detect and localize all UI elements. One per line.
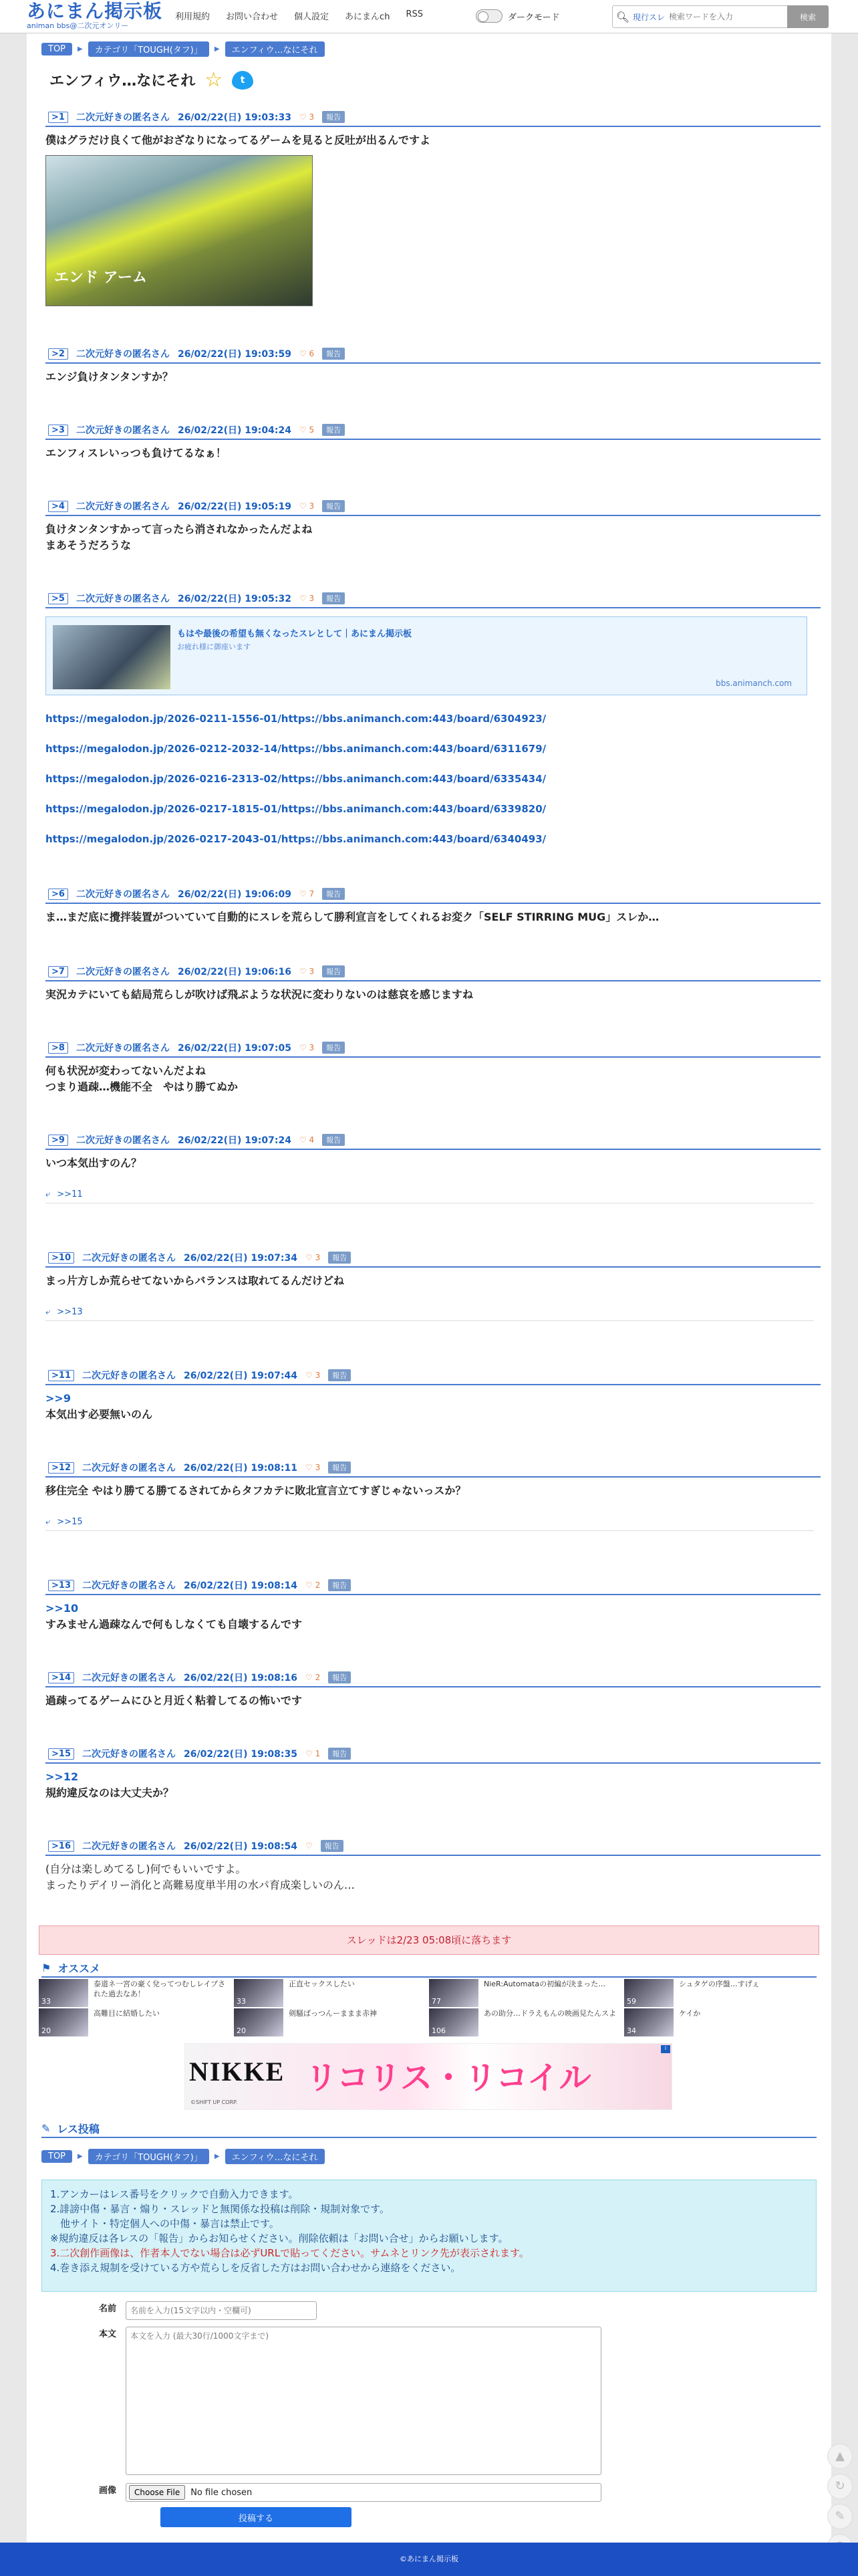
post-header xyxy=(45,421,821,440)
recommend-item-label: シュタゲの序盤…すげぇ xyxy=(679,1980,760,1988)
post-body: いつ本気出すのん？ xyxy=(45,1157,142,1169)
recommend-item-label: 泰道ネ一宮の豪く兌ってつむしレイプされた過去なあ！ xyxy=(94,1980,226,1998)
breadcrumb-thread[interactable]: エンフィウ…なにそれ xyxy=(225,41,325,57)
search-button[interactable]: 検索 xyxy=(787,5,829,28)
post-number[interactable]: >6 xyxy=(48,889,68,900)
search-input[interactable] xyxy=(669,12,769,21)
post-body: まっ片方しか荒らせてないからバランスは取れてるんだけどね xyxy=(45,1274,345,1287)
archive-link[interactable]: https://megalodon.jp/2026-0217-2043-01/https://bbs.animanch.com:443/board/6340493/ xyxy=(45,833,547,845)
post xyxy=(45,1745,821,1801)
post-date: 26/02/22(日) 19:08:11 xyxy=(184,1463,297,1474)
recommend-item[interactable] xyxy=(234,1979,428,2007)
chevron-right-icon: ▶ xyxy=(214,45,220,53)
post-date: 26/02/22(日) 19:07:34 xyxy=(184,1253,297,1264)
post xyxy=(45,885,821,925)
post-header xyxy=(45,590,821,608)
thread-expiry-notice: スレッドは2/23 05:08頃に落ちます xyxy=(39,1925,819,1955)
anchor-link[interactable]: >>9 xyxy=(45,1392,71,1405)
post-number[interactable]: >11 xyxy=(48,1370,74,1381)
post-number[interactable]: >5 xyxy=(48,593,68,604)
archive-link[interactable]: https://megalodon.jp/2026-0217-1815-01/https://bbs.animanch.com:443/board/6339820/ xyxy=(45,803,547,815)
post-author: 二次元好きの匿名さん xyxy=(82,1673,176,1683)
like-heart-icon[interactable]: ♡ 4 xyxy=(299,1135,315,1145)
post-body: (自分は楽しめてるし)何でもいいですよ。 まったりデイリー消化と高難易度単半用の水パ育成楽しいのん… xyxy=(45,1863,355,1891)
report-button[interactable]: 報告 xyxy=(328,1369,351,1381)
compose-icon[interactable]: ✎ xyxy=(827,2504,853,2529)
twitter-icon[interactable]: t xyxy=(232,71,253,90)
post-author: 二次元好きの匿名さん xyxy=(76,425,170,436)
post xyxy=(45,1039,821,1095)
recommend-thumbnail xyxy=(234,2008,283,2036)
ad-info-icon[interactable]: i xyxy=(661,2045,670,2053)
breadcrumb xyxy=(41,2149,325,2164)
post-date: 26/02/22(日) 19:08:54 xyxy=(184,1841,297,1852)
image-caption: エンド アーム xyxy=(54,269,147,286)
report-button[interactable]: 報告 xyxy=(322,111,345,123)
report-button[interactable]: 報告 xyxy=(322,888,345,900)
recommend-thumbnail xyxy=(624,2008,674,2036)
post-body: 何も状況が変わってないんだよね つまり過疎…機能不全 やはり勝てぬか xyxy=(45,1064,239,1093)
dark-mode-label: ダークモード xyxy=(508,12,560,23)
post-author: 二次元好きの匿名さん xyxy=(82,1463,176,1474)
post xyxy=(45,497,821,554)
search-bar xyxy=(612,5,829,28)
post xyxy=(45,590,821,862)
comment-count: 33 xyxy=(237,1997,246,2006)
post-header xyxy=(45,1576,821,1595)
ad-banner[interactable] xyxy=(184,2043,672,2110)
recommend-list xyxy=(39,1979,821,2039)
body-row xyxy=(41,2327,601,2475)
recommend-item[interactable] xyxy=(39,2008,233,2036)
post-date: 26/02/22(日) 19:08:16 xyxy=(184,1673,297,1683)
nav-contact[interactable]: お問い合わせ xyxy=(226,12,279,22)
top-nav xyxy=(175,9,423,24)
site-header xyxy=(0,0,858,33)
post xyxy=(45,1249,821,1321)
recommend-thumbnail xyxy=(624,1979,674,2007)
recommend-item-label: ケイか xyxy=(679,2009,701,2018)
post-author: 二次元好きの匿名さん xyxy=(76,112,170,123)
post-header xyxy=(45,1669,821,1687)
reply-anchors xyxy=(45,1186,814,1203)
image-row xyxy=(41,2483,601,2502)
post-body: 過疎ってるゲームにひと月近く粘着してるの怖いです xyxy=(45,1694,303,1707)
recommend-thumbnail xyxy=(429,1979,478,2007)
dark-mode-toggle[interactable] xyxy=(476,9,559,23)
post-number[interactable]: >4 xyxy=(48,501,68,512)
recommend-item-label: 剣騒ばっつんーままま赤神 xyxy=(289,2009,377,2018)
site-footer: ©あにまん掲示板 xyxy=(0,2543,858,2576)
post-date: 26/02/22(日) 19:05:32 xyxy=(177,594,291,604)
post-header xyxy=(45,1459,821,1478)
report-button[interactable]: 報告 xyxy=(328,1579,351,1591)
ad-copyright: ©SHIFT UP CORP. xyxy=(190,2099,238,2105)
post-header xyxy=(45,108,821,127)
like-heart-icon[interactable]: ♡ 3 xyxy=(299,112,315,122)
post-header xyxy=(45,1837,821,1856)
like-heart-icon[interactable]: ♡ 3 xyxy=(305,1463,321,1472)
like-heart-icon[interactable]: ♡ 3 xyxy=(305,1371,321,1380)
comment-count: 59 xyxy=(627,1997,636,2006)
post xyxy=(45,1459,821,1531)
post-body: 僕はグラだけ良くて他がおざなりになってるゲームを見ると反吐が出るんですよ xyxy=(45,134,431,146)
post xyxy=(45,421,821,461)
report-button[interactable]: 報告 xyxy=(328,1671,351,1683)
reply-anchor-link[interactable]: >>15 xyxy=(57,1517,83,1527)
reply-form-title: レス投稿 xyxy=(57,2122,100,2135)
reply-form xyxy=(41,2299,817,2526)
post-date: 26/02/22(日) 19:06:09 xyxy=(177,889,291,900)
post-number[interactable]: >2 xyxy=(48,348,68,360)
nav-settings[interactable]: 個人設定 xyxy=(294,12,329,22)
breadcrumb-thread[interactable]: エンフィウ…なにそれ xyxy=(225,2149,325,2164)
image-file-input[interactable] xyxy=(126,2483,601,2502)
post-body: エンジ負けタンタンすか？ xyxy=(45,370,173,383)
recommend-header xyxy=(41,1959,817,1978)
post-number[interactable]: >7 xyxy=(48,966,68,977)
post-number[interactable]: >15 xyxy=(48,1748,74,1760)
post xyxy=(45,1131,821,1203)
like-heart-icon[interactable]: ♡ 3 xyxy=(299,501,315,511)
breadcrumb-category[interactable]: カテゴリ「TOUGH(タフ)」 xyxy=(88,2149,209,2164)
recommend-item[interactable] xyxy=(39,1979,233,2007)
main-column xyxy=(27,33,831,2543)
scroll-top-icon[interactable]: ▲ xyxy=(827,2444,853,2469)
search-icon[interactable]: 🔍︎ xyxy=(615,10,630,23)
reply-arrow-icon: ⤶ xyxy=(45,1307,51,1317)
post-header xyxy=(45,885,821,904)
post-number[interactable]: >13 xyxy=(48,1580,74,1591)
submit-post-button[interactable]: 投稿する xyxy=(160,2507,351,2527)
post-body: >>12 規約違反なのは大丈夫か？ xyxy=(45,1764,821,1801)
reload-icon[interactable]: ↻ xyxy=(827,2474,853,2499)
reply-anchors xyxy=(45,1304,814,1321)
report-button[interactable]: 報告 xyxy=(322,424,345,436)
recommend-thumbnail xyxy=(39,2008,88,2036)
recommend-item-label: 高難目に結婚したい xyxy=(94,2009,160,2018)
post-header xyxy=(45,497,821,516)
recommend-item[interactable] xyxy=(234,2008,428,2036)
recommend-item[interactable] xyxy=(624,1979,818,2007)
post-body: >>10 すみません過疎なんで何もしなくても自壊するんです xyxy=(45,1595,821,1633)
breadcrumb-top[interactable]: TOP xyxy=(41,2150,72,2163)
post-number[interactable]: >3 xyxy=(48,425,68,436)
breadcrumb-category[interactable]: カテゴリ「TOUGH(タフ)」 xyxy=(88,41,209,57)
ad-title: リコリス・リコイル xyxy=(305,2059,591,2097)
link-preview-thumbnail xyxy=(53,625,170,689)
post-body: ま…まだ底に攪拌装置がついていて自動的にスレを荒らして勝利宣言をしてくれるお変ク「SELF STIRRING MUG」スレか… xyxy=(45,911,660,923)
recommend-item-label: あの助分…ドラえもんの映画見たんスよ xyxy=(484,2009,616,2018)
recommend-title: オススメ xyxy=(57,1962,101,1975)
report-button[interactable]: 報告 xyxy=(328,1748,351,1760)
post-date: 26/02/22(日) 19:07:24 xyxy=(177,1135,291,1146)
report-button[interactable]: 報告 xyxy=(322,348,345,360)
reply-anchors xyxy=(45,1514,814,1531)
post xyxy=(45,1576,821,1633)
like-heart-icon[interactable]: ♡ 5 xyxy=(299,425,315,435)
post-header xyxy=(45,1367,821,1385)
post-header xyxy=(45,1249,821,1268)
post-date: 26/02/22(日) 19:08:14 xyxy=(184,1580,297,1591)
reply-anchor-link[interactable]: >>11 xyxy=(57,1189,83,1199)
post-number[interactable]: >16 xyxy=(48,1841,74,1852)
report-button[interactable]: 報告 xyxy=(328,1461,351,1474)
tag-icon: ⚑ xyxy=(41,1961,51,1974)
like-heart-icon[interactable]: ♡ 3 xyxy=(299,967,315,976)
post-author: 二次元好きの匿名さん xyxy=(76,1043,170,1054)
nav-animanch[interactable]: あにまんch xyxy=(345,12,390,22)
anchor-link[interactable]: >>12 xyxy=(45,1770,79,1783)
post-number[interactable]: >1 xyxy=(48,112,68,123)
logo-main: あにまん掲示板 xyxy=(27,0,163,22)
post-number[interactable]: >14 xyxy=(48,1672,74,1683)
post xyxy=(45,108,821,306)
link-preview-title: もはや最後の希望も無くなったスレとして｜あにまん掲示板 xyxy=(177,629,412,639)
post-body: 負けタンタンすかって言ったら消されなかったんだよね まあそうだろうな xyxy=(45,523,313,552)
report-button[interactable]: 報告 xyxy=(322,592,345,604)
like-heart-icon[interactable]: ♡ xyxy=(305,1841,313,1851)
nav-terms[interactable]: 利用規約 xyxy=(175,12,210,22)
nav-rss[interactable]: RSS xyxy=(406,9,423,19)
post-image[interactable] xyxy=(45,155,313,306)
comment-count: 34 xyxy=(627,2026,636,2035)
archive-links xyxy=(45,711,821,846)
reply-form-header xyxy=(41,2119,817,2138)
recommend-thumbnail xyxy=(234,1979,283,2007)
post-date: 26/02/22(日) 19:03:33 xyxy=(177,112,291,123)
breadcrumb xyxy=(41,41,325,57)
reply-arrow-icon: ⤶ xyxy=(45,1517,51,1527)
archive-link[interactable]: https://megalodon.jp/2026-0212-2032-14/https://bbs.animanch.com:443/board/6311679/ xyxy=(45,743,547,755)
archive-link[interactable]: https://megalodon.jp/2026-0211-1556-01/https://bbs.animanch.com:443/board/6304923/ xyxy=(45,713,547,725)
comment-count: 77 xyxy=(432,1997,441,2006)
anchor-link[interactable]: >>10 xyxy=(45,1602,79,1615)
post-author: 二次元好きの匿名さん xyxy=(76,594,170,604)
chevron-right-icon: ▶ xyxy=(78,2153,83,2160)
post-header xyxy=(45,963,821,981)
post-date: 26/02/22(日) 19:06:16 xyxy=(177,967,291,977)
post-body: エンフィスレいっつも負けてるなぁ！ xyxy=(45,447,227,459)
name-input[interactable] xyxy=(126,2301,317,2320)
link-preview-subtitle: お疲れ様に御座います xyxy=(177,642,251,651)
pencil-icon: ✎ xyxy=(41,2121,51,2135)
image-label: 画像 xyxy=(98,2486,116,2496)
post-author: 二次元好きの匿名さん xyxy=(76,349,170,360)
post-header xyxy=(45,345,821,364)
post-number[interactable]: >8 xyxy=(48,1042,68,1054)
post-body: >>9 本気出す必要無いのん xyxy=(45,1385,821,1423)
report-button[interactable]: 報告 xyxy=(322,1042,345,1054)
breadcrumb-top[interactable]: TOP xyxy=(41,43,72,55)
recommend-thumbnail xyxy=(429,2008,478,2036)
post-body: 移住完全 やはり勝てる勝てるされてからタフカテに敗北宣言立てすぎじゃないっスか？ xyxy=(45,1484,466,1497)
like-heart-icon[interactable]: ♡ 3 xyxy=(299,1043,315,1052)
name-label: 名前 xyxy=(98,2304,116,2314)
chevron-right-icon: ▶ xyxy=(78,45,83,53)
post-author: 二次元好きの匿名さん xyxy=(82,1371,176,1381)
link-preview-card[interactable] xyxy=(45,616,807,695)
like-heart-icon[interactable]: ♡ 2 xyxy=(305,1580,321,1590)
post-author: 二次元好きの匿名さん xyxy=(82,1580,176,1591)
post-date: 26/02/22(日) 19:07:05 xyxy=(177,1043,291,1054)
post-body: 実況カテにいても結局荒らしが吹けば飛ぶような状況に変わりないのは慈哀を感じますね xyxy=(45,988,474,1001)
post-author: 二次元好きの匿名さん xyxy=(76,1135,170,1146)
posting-rules: 1.アンカーはレス番号をクリックで自動入力できます。 2.誹謗中傷・暴言・煽り・スレッドと無関係な投稿は削除・規制対象です。 他サイト・特定個人への中傷・暴言は禁止です。 ※規約違反は各レスの「報告」からお知らせください。削除依頼は「お問い合せ」からお願いします。 3.二次創作画像は、作者本人でない場合は必ずURLで貼ってください。サムネとリンク先が表示されます。 4.巻き添え規制を受けている方や荒らしを反省した方はお問い合わせから連絡をください。 xyxy=(41,2180,817,2292)
post xyxy=(45,345,821,385)
post-author: 二次元好きの匿名さん xyxy=(76,501,170,512)
post xyxy=(45,1837,821,1893)
file-status: No file chosen xyxy=(190,2487,253,2498)
choose-file-button[interactable]: Choose File xyxy=(129,2485,185,2500)
like-heart-icon[interactable]: ♡ 1 xyxy=(305,1749,321,1758)
post-date: 26/02/22(日) 19:07:44 xyxy=(184,1371,297,1381)
recommend-thumbnail xyxy=(39,1979,88,2007)
post-number[interactable]: >9 xyxy=(48,1135,68,1146)
recommend-item[interactable] xyxy=(429,2008,623,2036)
site-logo[interactable] xyxy=(27,1,167,32)
post xyxy=(45,963,821,1003)
post-date: 26/02/22(日) 19:05:19 xyxy=(177,501,291,512)
comment-count: 33 xyxy=(41,1997,51,2006)
logo-sub: animan bbs@二次元オンリー xyxy=(27,21,129,30)
post-date: 26/02/22(日) 19:08:35 xyxy=(184,1749,297,1760)
comment-count: 20 xyxy=(237,2026,246,2035)
favorite-star-icon[interactable]: ☆ xyxy=(204,68,223,92)
toggle-switch[interactable] xyxy=(476,9,503,23)
reply-arrow-icon: ⤶ xyxy=(45,1189,51,1199)
like-heart-icon[interactable]: ♡ 3 xyxy=(299,594,315,603)
post-header xyxy=(45,1745,821,1764)
chevron-right-icon: ▶ xyxy=(214,2153,220,2160)
post xyxy=(45,1669,821,1709)
post-author: 二次元好きの匿名さん xyxy=(82,1841,176,1852)
post-number[interactable]: >12 xyxy=(48,1462,74,1474)
recommend-item[interactable] xyxy=(429,1979,623,2007)
report-button[interactable]: 報告 xyxy=(321,1840,343,1852)
report-button[interactable]: 報告 xyxy=(322,965,345,977)
recommend-item-label: NieR:Automataの初編が決まった… xyxy=(484,1980,606,1988)
post-author: 二次元好きの匿名さん xyxy=(82,1749,176,1760)
body-label: 本文 xyxy=(98,2329,116,2339)
link-preview-domain: bbs.animanch.com xyxy=(716,679,792,688)
report-button[interactable]: 報告 xyxy=(328,1252,351,1264)
archive-link[interactable]: https://megalodon.jp/2026-0216-2313-02/https://bbs.animanch.com:443/board/6335434/ xyxy=(45,773,547,785)
name-row xyxy=(41,2301,317,2320)
post-date: 26/02/22(日) 19:03:59 xyxy=(177,349,291,360)
like-heart-icon[interactable]: ♡ 2 xyxy=(305,1673,321,1682)
report-button[interactable]: 報告 xyxy=(322,500,345,512)
report-button[interactable]: 報告 xyxy=(322,1134,345,1146)
like-heart-icon[interactable]: ♡ 3 xyxy=(305,1253,321,1262)
post-header xyxy=(45,1039,821,1058)
comment-count: 106 xyxy=(432,2026,446,2035)
search-scope[interactable]: 現行スレ xyxy=(633,12,666,22)
post xyxy=(45,1367,821,1423)
recommend-item[interactable] xyxy=(624,2008,818,2036)
post-header xyxy=(45,1131,821,1150)
thread-header xyxy=(49,70,253,90)
post-date: 26/02/22(日) 19:04:24 xyxy=(177,425,291,436)
ad-brand: NIKKE xyxy=(189,2057,285,2087)
body-textarea[interactable] xyxy=(126,2327,601,2475)
post-author: 二次元好きの匿名さん xyxy=(76,889,170,900)
comment-count: 20 xyxy=(41,2026,51,2035)
like-heart-icon[interactable]: ♡ 7 xyxy=(299,889,315,899)
like-heart-icon[interactable]: ♡ 6 xyxy=(299,349,315,358)
post-author: 二次元好きの匿名さん xyxy=(82,1253,176,1264)
thread-title: エンフィウ…なにそれ xyxy=(49,73,196,90)
reply-anchor-link[interactable]: >>13 xyxy=(57,1307,83,1317)
post-number[interactable]: >10 xyxy=(48,1252,74,1264)
post-author: 二次元好きの匿名さん xyxy=(76,967,170,977)
recommend-item-label: 正直セックスしたい xyxy=(289,1980,355,1988)
